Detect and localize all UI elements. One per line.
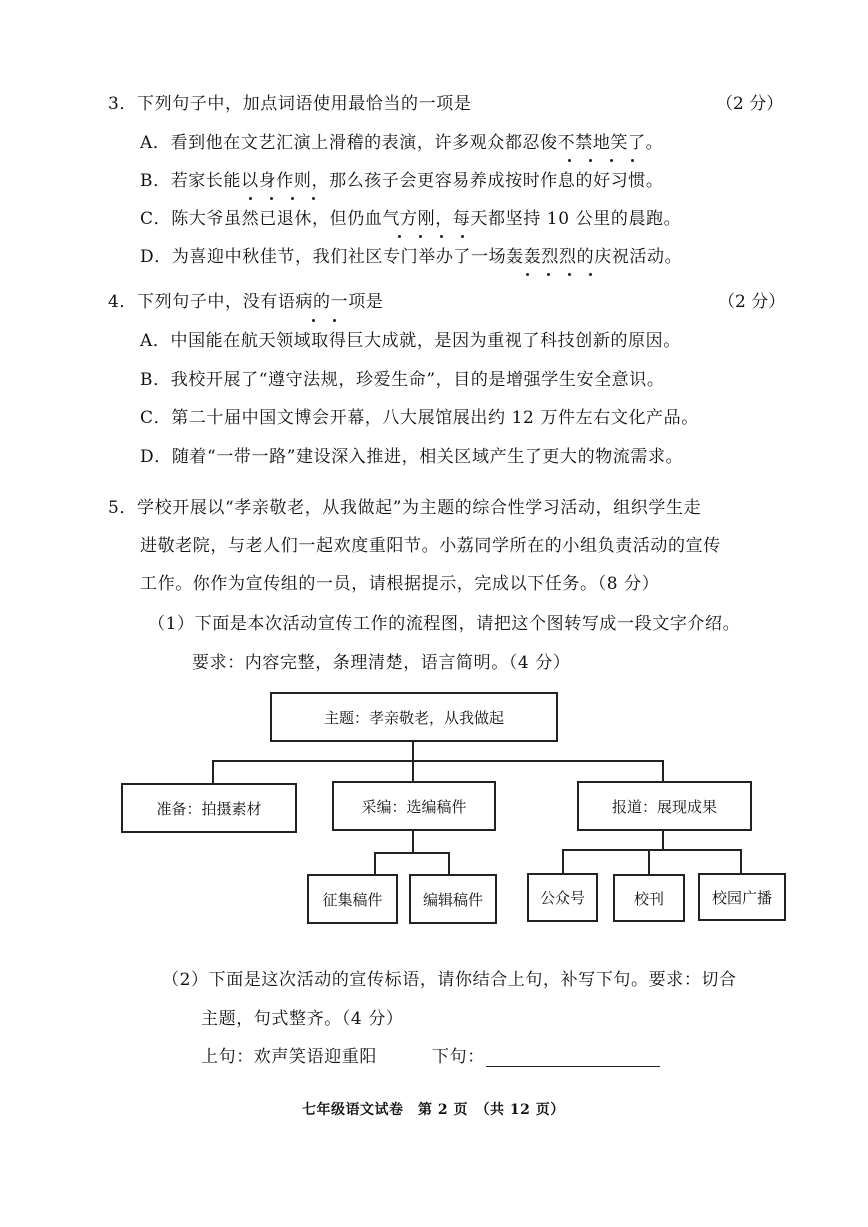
- emphasis-dot: [526, 273, 529, 276]
- emphasis-dot: [398, 235, 401, 238]
- q5-sub1: （1）下面是本次活动宣传工作的流程图，请把这个图转写成一段文字介绍。: [148, 614, 741, 634]
- q3-option-c: C．陈大爷虽然已退休，但仍血气方刚，每天都坚持 10 公里的晨跑。: [140, 209, 682, 229]
- q3-option-a: A．看到他在文艺汇演上滑稽的表演，许多观众都忍俊不禁地笑了。: [140, 133, 664, 153]
- flowchart-theme-box: 主题：孝亲敬老，从我做起: [270, 692, 558, 742]
- q4-option-c: C．第二十届中国文博会开幕，八大展馆展出约 12 万件左右文化产品。: [140, 408, 699, 428]
- connector: [562, 849, 742, 851]
- q3-option-b: B．若家长能以身作则，那么孩子会更容易养成按时作息的好习惯。: [140, 171, 664, 191]
- q5-intro-line2: 进敬老院，与老人们一起欢度重阳节。小荔同学所在的小组负责活动的宣传: [140, 536, 721, 556]
- emphasis-dot: [270, 197, 273, 200]
- q5-sub2-line1: （2）下面是这次活动的宣传标语，请你结合上句，补写下句。要求：切合: [162, 970, 737, 990]
- emphasis-dot: [589, 273, 592, 276]
- q4-option-b: B．我校开展了“遵守法规，珍爱生命”，目的是增强学生安全意识。: [140, 370, 665, 390]
- q3-option-d: D．为喜迎中秋佳节，我们社区专门举办了一场轰轰烈烈的庆祝活动。: [140, 247, 683, 267]
- emphasis-dot: [461, 235, 464, 238]
- emphasis-dot: [312, 197, 315, 200]
- flowchart-editing-box: 编辑稿件: [409, 874, 497, 924]
- slogan-upper: 上句：欢声笑语迎重阳: [201, 1047, 377, 1067]
- flowchart-report-box: 报道：展现成果: [577, 781, 752, 831]
- connector: [412, 742, 414, 761]
- q3-points: （2 分）: [716, 94, 784, 114]
- q4-points: （2 分）: [718, 292, 786, 312]
- emphasis-dot: [610, 159, 613, 162]
- emphasis-dot: [419, 235, 422, 238]
- emphasis-dot: [568, 159, 571, 162]
- connector: [212, 760, 214, 783]
- q5-sub2-line2: 主题，句式整齐。（4 分）: [201, 1009, 404, 1029]
- emphasis-dot: [440, 235, 443, 238]
- emphasis-dot: [312, 319, 315, 322]
- connector: [740, 849, 742, 873]
- flowchart-edit-box: 采编：选编稿件: [332, 781, 496, 831]
- q4-stem: 4．下列句子中，没有语病的一项是: [108, 292, 384, 312]
- flowchart-wechat-box: 公众号: [527, 873, 598, 922]
- connector: [662, 831, 664, 850]
- connector: [648, 849, 650, 874]
- emphasis-dot: [568, 273, 571, 276]
- connector: [448, 852, 450, 874]
- connector: [562, 849, 564, 873]
- q4-option-d: D．随着“一带一路”建设深入推进，相关区域产生了更大的物流需求。: [140, 447, 684, 467]
- connector: [374, 852, 450, 854]
- emphasis-dot: [333, 319, 336, 322]
- connector: [212, 760, 664, 762]
- flowchart-journal-box: 校刊: [613, 874, 685, 922]
- q4-option-a: A．中国能在航天领域取得巨大成就，是因为重视了科技创新的原因。: [140, 331, 681, 351]
- flowchart-broadcast-box: 校园广播: [698, 873, 786, 921]
- q5-sub1-requirement: 要求：内容完整，条理清楚，语言简明。（4 分）: [192, 653, 571, 673]
- flowchart-collect-box: 征集稿件: [307, 874, 398, 924]
- answer-blank[interactable]: [486, 1066, 660, 1067]
- flowchart-prep-box: 准备：拍摄素材: [121, 783, 297, 833]
- emphasis-dot: [631, 159, 634, 162]
- q5-intro-line1: 5．学校开展以“孝亲敬老，从我做起”为主题的综合性学习活动，组织学生走: [108, 498, 702, 518]
- connector: [662, 760, 664, 781]
- q3-stem: 3．下列句子中，加点词语使用最恰当的一项是: [108, 94, 472, 114]
- emphasis-dot: [547, 273, 550, 276]
- connector: [374, 852, 376, 874]
- emphasis-dot: [291, 197, 294, 200]
- emphasis-dot: [249, 197, 252, 200]
- connector: [412, 760, 414, 781]
- q5-intro-line3: 工作。你作为宣传组的一员，请根据提示，完成以下任务。（8 分）: [140, 574, 660, 594]
- emphasis-dot: [589, 159, 592, 162]
- page-footer: 七年级语文试卷 第 2 页 （共 12 页）: [302, 1102, 565, 1118]
- connector: [412, 831, 414, 853]
- slogan-lower-label: 下句：: [432, 1047, 485, 1067]
